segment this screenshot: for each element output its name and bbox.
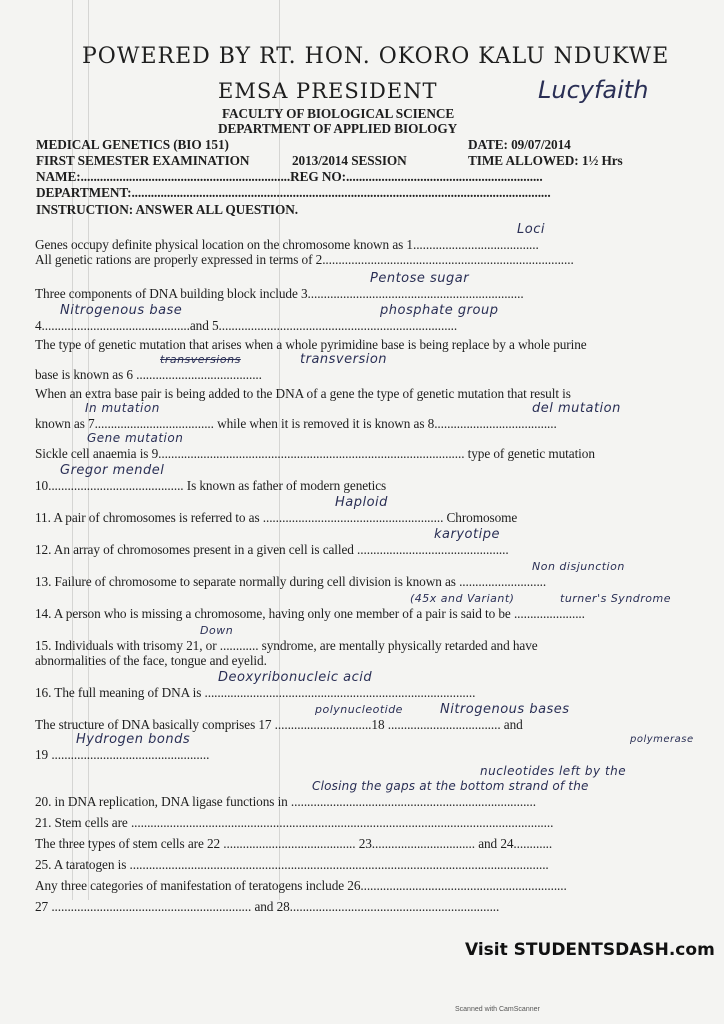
question-9: Sickle cell anaemia is 9............................................................................................... type of genetic mutation <box>35 446 595 461</box>
answer-13: Non disjunction <box>532 560 625 573</box>
promo-text: Visit STUDENTSDASH.com <box>465 940 715 960</box>
time-allowed: TIME ALLOWED: 1½ Hrs <box>468 153 623 168</box>
question-7a: When an extra base pair is being added to the DNA of a gene the type of genetic mutation that result is <box>35 386 571 401</box>
question-15a: 15. Individuals with trisomy 21, or ............ syndrome, are mentally physically retarded and have <box>35 638 538 653</box>
answer-16: Deoxyribonucleic acid <box>218 670 373 685</box>
answer-3: Pentose sugar <box>370 271 470 286</box>
question-list <box>0 222 724 914</box>
question-10: 10.......................................... Is known as father of modern genetics <box>35 478 387 493</box>
answer-6: transversion <box>300 352 388 367</box>
question-15b: abnormalities of the face, tongue and eyelid. <box>35 653 267 668</box>
answer-15: Down <box>200 624 234 637</box>
answer-17: polynucleotide <box>315 703 403 716</box>
question-6a: The type of genetic mutation that arises when a whole pyrimidine base is being replace by a whole purine <box>35 337 587 352</box>
question-25: 25. A taratogen is .................................................................................................................................. <box>35 857 549 872</box>
answer-10: Gregor mendel <box>60 463 165 478</box>
question-6b: base is known as 6 ....................................... <box>35 367 262 382</box>
handwritten-signature: Lucyfaith <box>538 76 649 104</box>
question-16: 16. The full meaning of DNA is .................................................................................... <box>35 685 476 700</box>
answer-14: turner's Syndrome <box>560 592 672 605</box>
answer-12: karyotipe <box>434 527 500 542</box>
answer-20-line2: nucleotides left by the <box>480 764 627 778</box>
question-26: Any three categories of manifestation of teratogens include 26................................................................ <box>35 878 567 893</box>
question-4-5: 4..............................................and 5.......................................................................... <box>35 318 458 333</box>
answer-8: del mutation <box>532 401 621 416</box>
faculty: FACULTY OF BIOLOGICAL SCIENCE <box>222 106 455 121</box>
answer-1: Loci <box>517 222 545 237</box>
question-27-28: 27 .............................................................. and 28................................................................. <box>35 899 500 914</box>
question-2: All genetic rations are properly expressed in terms of 2.............................................................................. <box>35 252 574 267</box>
office-title: EMSA PRESIDENT <box>218 79 438 103</box>
question-3: Three components of DNA building block include 3................................................................... <box>35 286 524 301</box>
answer-4: Nitrogenous base <box>60 303 183 318</box>
question-19: 19 ................................................. <box>35 747 210 762</box>
answer-14-note: (45x and Variant) <box>410 592 515 605</box>
question-14: 14. A person who is missing a chromosome, having only one member of a pair is said to be ...................... <box>35 606 585 621</box>
question-20: 20. in DNA replication, DNA ligase functions in ............................................................................ <box>35 794 536 809</box>
answer-19: Hydrogen bonds <box>76 732 191 747</box>
exam-type: FIRST SEMESTER EXAMINATION <box>36 153 250 168</box>
answer-5: phosphate group <box>380 303 499 318</box>
question-7-8: known as 7..................................... while when it is removed it is known as 8...................................... <box>35 416 557 431</box>
answer-9: Gene mutation <box>87 431 184 445</box>
department-field: DEPARTMENT:.................................................................................................................................. <box>36 185 551 200</box>
question-17-18: The structure of DNA basically comprises 17 ..............................18 ................................... and <box>35 717 523 732</box>
session: 2013/2014 SESSION <box>292 153 407 168</box>
name-field: NAME:.................................................................REG NO:............................................................. <box>36 169 543 184</box>
instruction: INSTRUCTION: ANSWER ALL QUESTION. <box>36 202 298 217</box>
answer-11: Haploid <box>335 495 388 510</box>
answer-7: In mutation <box>85 401 160 415</box>
department: DEPARTMENT OF APPLIED BIOLOGY <box>218 121 458 136</box>
course: MEDICAL GENETICS (BIO 151) <box>36 137 229 152</box>
question-12: 12. An array of chromosomes present in a given cell is called ............................................... <box>35 542 509 557</box>
answer-18: Nitrogenous bases <box>440 702 570 717</box>
question-11: 11. A pair of chromosomes is referred to as ........................................................ Chromosome <box>35 510 518 525</box>
question-13: 13. Failure of chromosome to separate normally during cell division is known as ........................... <box>35 574 547 589</box>
question-1: Genes occupy definite physical location on the chromosome known as 1....................................... <box>35 237 539 252</box>
exam-date: DATE: 09/07/2014 <box>468 137 571 152</box>
question-21: 21. Stem cells are ................................................................................................................................... <box>35 815 554 830</box>
sponsor-title: POWERED BY RT. HON. OKORO KALU NDUKWE <box>82 44 670 69</box>
answer-20: Closing the gaps at the bottom strand of the <box>312 779 589 793</box>
answer-19-note: polymerase <box>630 734 694 745</box>
question-22-24: The three types of stem cells are 22 ......................................... 23................................ and 24............ <box>35 836 553 851</box>
scanner-watermark: Scanned with CamScanner <box>455 1006 540 1013</box>
answer-6-crossed: transversions <box>160 353 241 366</box>
